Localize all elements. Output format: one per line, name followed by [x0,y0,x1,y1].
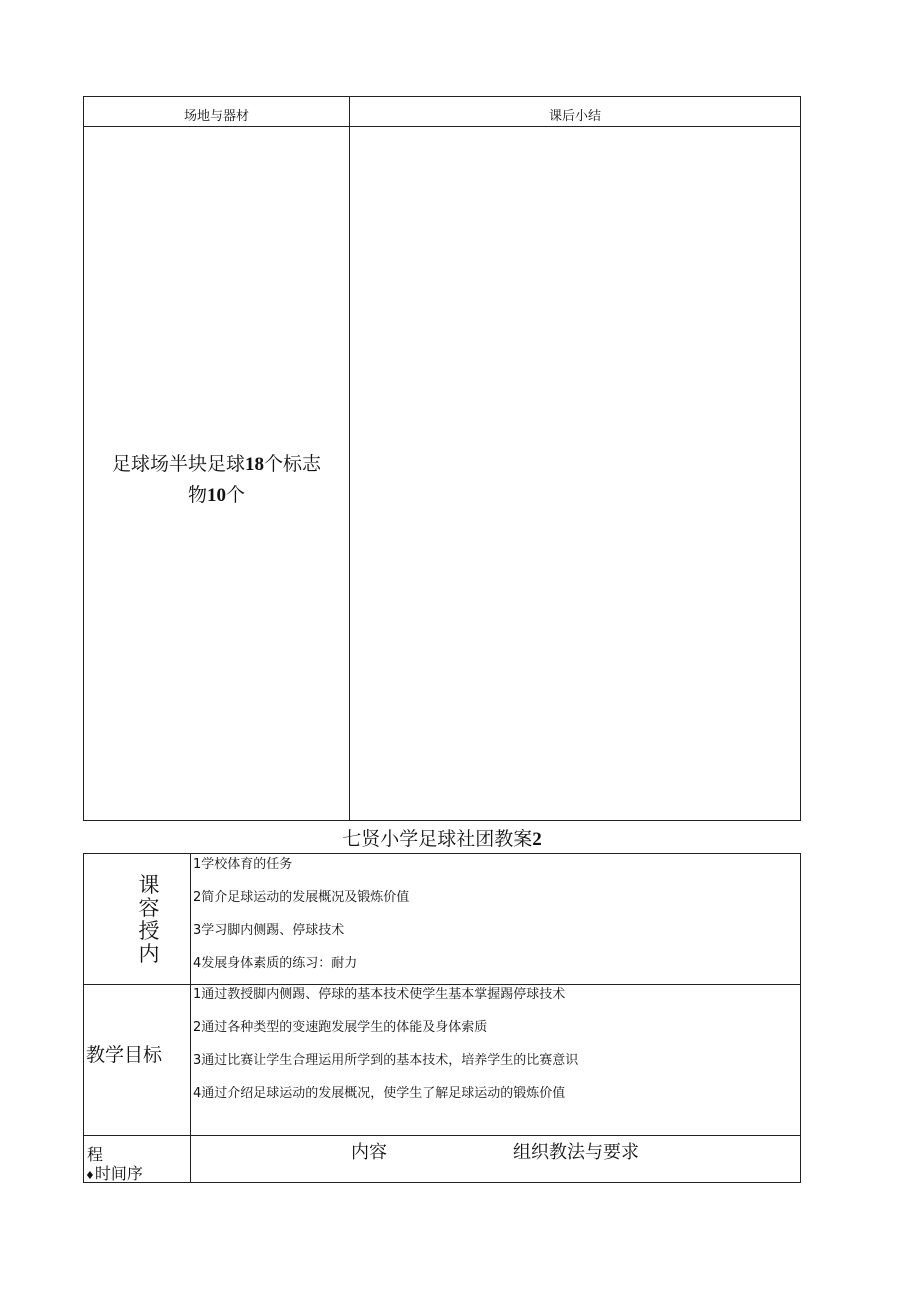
venue-text-part: 足球场半块足球 [111,453,245,475]
goals-label-cell [83,984,191,1136]
list-item: 3学习脚内侧踢、停球技术 [193,923,345,938]
venue-equipment-cell [83,126,350,821]
list-item: 4通过介绍足球运动的发展概况，使学生了解足球运动的锻炼价值 [193,1086,566,1101]
lesson-summary-header: 课后小结 [548,109,601,124]
venue-text-part: 个标志 [264,453,322,475]
content-items-cell [190,853,801,985]
marker-count: 10 [207,485,226,506]
label-char: 容 [138,896,160,920]
content-column-header: 内容 [351,1142,387,1163]
time-sequence-label: 时间序 [94,1164,143,1183]
content-label-cell [83,853,191,985]
label-char: 授 [138,919,160,943]
list-item: 4发展身体素质的练习：耐力 [193,956,358,971]
diamond-icon: ♦ [85,1169,95,1182]
venue-text-part: 物 [187,484,207,506]
lesson-summary-cell [349,126,801,821]
goals-label: 教学目标 [86,1044,163,1066]
content-label [134,874,164,966]
ball-count: 18 [245,454,264,475]
label-char: 内 [138,942,160,966]
process-header-cell [190,1135,801,1183]
list-item: 2简介足球运动的发展概况及锻炼价值 [193,890,410,905]
title-text: 七贤小学足球社团教案 [342,828,533,850]
goals-list [191,985,800,1119]
list-item: 1通过教授脚内侧踢、停球的基本技术使学生基本掌握踢停球技术 [193,987,566,1002]
venue-text-part: 个 [226,484,246,506]
list-item: 2通过各种类型的变速跑发展学生的体能及身体索质 [193,1020,488,1035]
process-label-cell [83,1135,191,1183]
process-label-bottom [85,1161,143,1184]
goals-items-cell [190,984,801,1136]
lesson-summary-header-cell [349,96,801,127]
page-title [83,826,801,853]
venue-equipment-header-cell [83,96,350,127]
list-item: 1学校体育的任务 [193,857,293,872]
process-label-top: 程 [87,1145,104,1164]
title-number: 2 [532,829,542,850]
venue-equipment-text [84,449,349,511]
method-column-header: 组织教法与要求 [513,1142,639,1163]
content-list [191,854,800,989]
list-item: 3通过比赛让学生合理运用所学到的基本技术，培养学生的比赛意识 [193,1053,579,1068]
label-char: 课 [138,873,160,897]
venue-equipment-header: 场地与器材 [183,109,249,124]
